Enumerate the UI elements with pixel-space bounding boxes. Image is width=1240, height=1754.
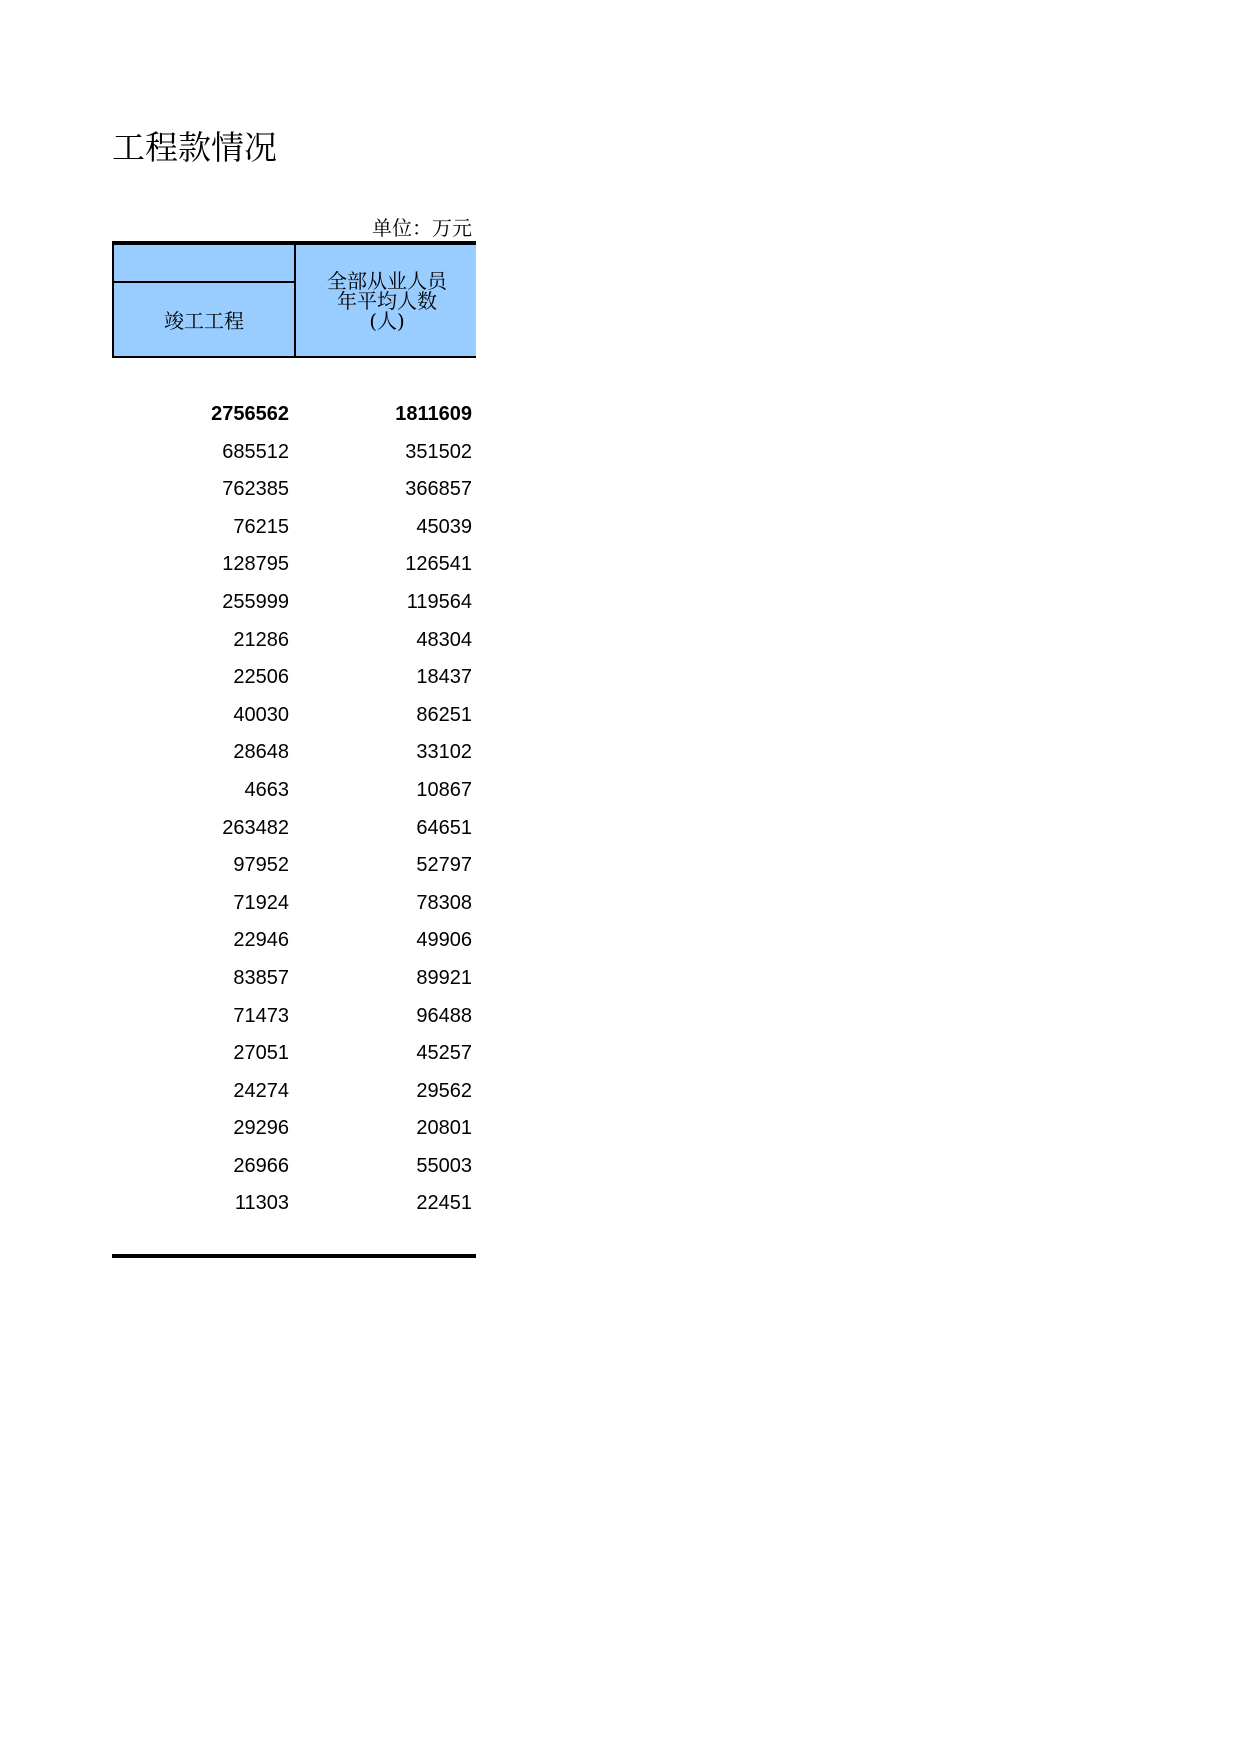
header-completed-projects: 竣工工程 (164, 309, 244, 333)
table-row (112, 508, 476, 546)
table-row (112, 1184, 476, 1222)
header-employees-line-2: 年平均人数 (337, 288, 437, 313)
table-row (112, 1109, 476, 1147)
cell-completed: 2756562 (211, 403, 289, 425)
cell-employees: 49906 (416, 929, 472, 952)
table-row (112, 545, 476, 583)
cell-completed: 22946 (233, 929, 289, 952)
cell-completed: 29296 (233, 1117, 289, 1140)
cell-employees: 86251 (416, 703, 472, 726)
cell-employees: 126541 (405, 553, 472, 576)
table-row (112, 658, 476, 696)
cell-employees: 48304 (416, 628, 472, 651)
cell-employees: 96488 (416, 1004, 472, 1027)
table-row (112, 395, 476, 433)
cell-employees: 45257 (416, 1042, 472, 1065)
cell-employees: 33102 (416, 741, 472, 764)
cell-completed: 762385 (222, 478, 289, 501)
cell-employees: 55003 (416, 1154, 472, 1177)
cell-completed: 40030 (233, 703, 289, 726)
table-row (112, 621, 476, 659)
cell-employees: 366857 (405, 478, 472, 501)
cell-employees: 45039 (416, 515, 472, 538)
table-row (112, 433, 476, 471)
table-row (112, 1072, 476, 1110)
cell-employees: 18437 (416, 666, 472, 689)
table-row (112, 884, 476, 922)
table-row (112, 583, 476, 621)
cell-employees: 52797 (416, 854, 472, 877)
table-row (112, 771, 476, 809)
cell-completed: 128795 (222, 553, 289, 576)
table-row (112, 733, 476, 771)
cell-employees: 20801 (416, 1117, 472, 1140)
table-body (112, 395, 476, 1222)
cell-employees: 22451 (416, 1192, 472, 1215)
cell-completed: 28648 (233, 741, 289, 764)
table-row (112, 470, 476, 508)
table-row (112, 846, 476, 884)
table-row (112, 809, 476, 847)
unit-label: 单位：万元 (372, 216, 472, 240)
header-employees (296, 245, 478, 356)
cell-completed: 11303 (234, 1192, 289, 1215)
table-row (112, 1147, 476, 1185)
cell-completed: 83857 (233, 966, 289, 989)
table-row (112, 1034, 476, 1072)
cell-employees: 89921 (416, 966, 472, 989)
table-row (112, 959, 476, 997)
cell-completed: 22506 (233, 666, 289, 689)
cell-completed: 26966 (233, 1154, 289, 1177)
table-header (112, 245, 476, 358)
cell-completed: 24274 (233, 1079, 289, 1102)
cell-completed: 263482 (222, 816, 289, 839)
header-employees-line-3: (人) (369, 308, 405, 333)
cell-completed: 255999 (222, 590, 289, 613)
table-bottom-rule (112, 1254, 476, 1258)
cell-completed: 71924 (233, 891, 289, 914)
cell-completed: 27051 (233, 1042, 289, 1065)
page-title: 工程款情况 (112, 128, 277, 167)
header-employees-line-1: 全部从业人员 (327, 268, 447, 293)
table-row (112, 696, 476, 734)
cell-completed: 4663 (244, 778, 289, 801)
cell-employees: 78308 (416, 891, 472, 914)
cell-completed: 685512 (222, 440, 289, 463)
cell-employees: 10867 (416, 778, 472, 801)
cell-employees: 29562 (416, 1079, 472, 1102)
cell-completed: 97952 (233, 854, 289, 877)
cell-completed: 76215 (233, 515, 289, 538)
table-row (112, 997, 476, 1035)
cell-employees: 64651 (416, 816, 472, 839)
cell-employees: 119564 (406, 590, 472, 613)
cell-completed: 71473 (233, 1004, 289, 1027)
cell-completed: 21286 (233, 628, 289, 651)
cell-employees: 1811609 (395, 403, 472, 425)
cell-employees: 351502 (405, 440, 472, 463)
table-row (112, 921, 476, 959)
